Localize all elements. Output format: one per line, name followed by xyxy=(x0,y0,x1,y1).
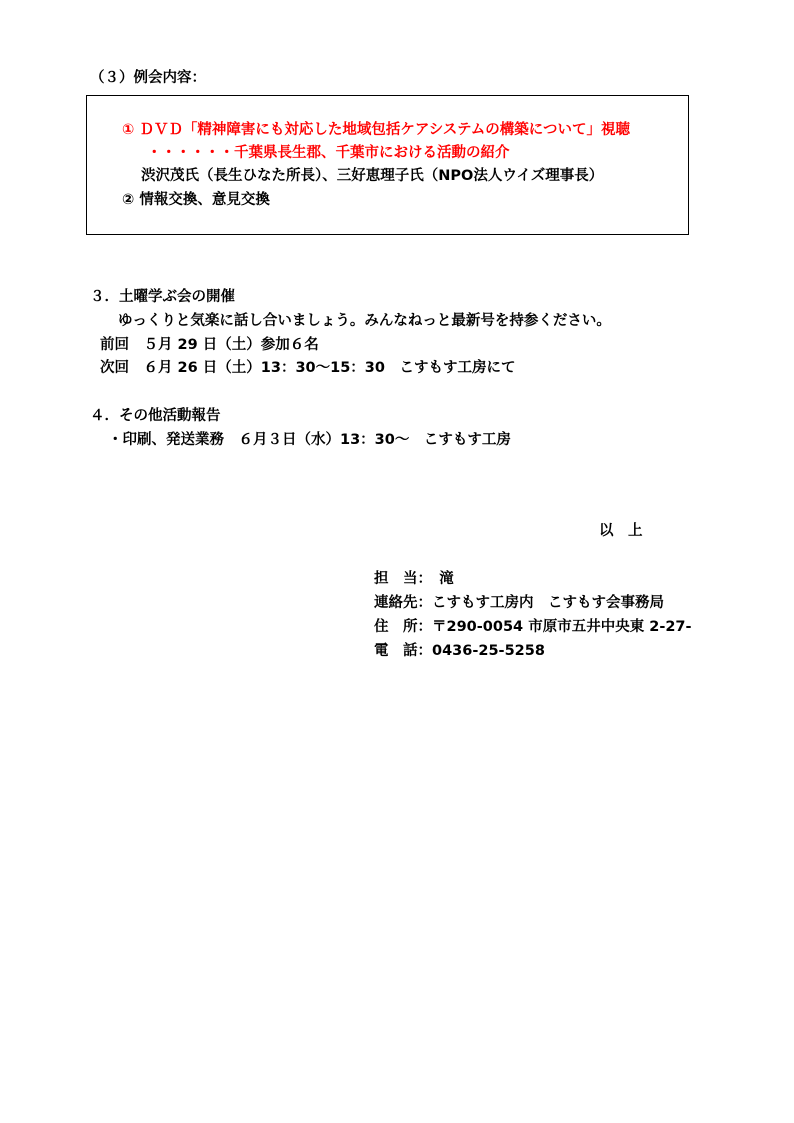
meeting-content-box xyxy=(86,95,689,235)
closing-mark: 以 上 xyxy=(599,523,643,539)
saturday-next: 次回 ６月 26 日（土）13：30～15：30 こすもす工房にて xyxy=(100,360,516,376)
other-activities-item: ・印刷、発送業務 ６月３日（水）13：30～ こすもす工房 xyxy=(108,432,511,448)
dvd-item-title: ① ＤＶＤ「精神障害にも対応した地域包括ケアシステムの構築について」視聴 xyxy=(122,122,631,138)
dvd-item-subtitle: ・・・・・・千葉県長生郡、千葉市における活動の紹介 xyxy=(147,145,510,161)
contact-person: 担 当： 滝 xyxy=(374,571,454,587)
other-activities-heading: ４．その他活動報告 xyxy=(90,408,221,424)
section-3-heading: （３）例会内容： xyxy=(90,70,206,86)
saturday-previous: 前回 ５月 29 日（土）参加６名 xyxy=(100,337,319,353)
contact-phone: 電 話：0436-25-5258 xyxy=(374,643,545,659)
contact-address-name: 連絡先：こすもす工房内 こすもす会事務局 xyxy=(374,595,664,611)
contact-address: 住 所：〒290-0054 市原市五井中央東 2-27- xyxy=(374,619,692,635)
saturday-heading: ３．土曜学ぶ会の開催 xyxy=(90,289,235,305)
saturday-description: ゆっくりと気楽に話し合いましょう。みんなねっと最新号を持参ください。 xyxy=(118,313,611,329)
dvd-speakers: 渋沢茂氏（長生ひなた所長）、三好恵理子氏（NPO法人ウイズ理事長） xyxy=(141,168,604,184)
exchange-item: ② 情報交換、意見交換 xyxy=(122,192,270,208)
